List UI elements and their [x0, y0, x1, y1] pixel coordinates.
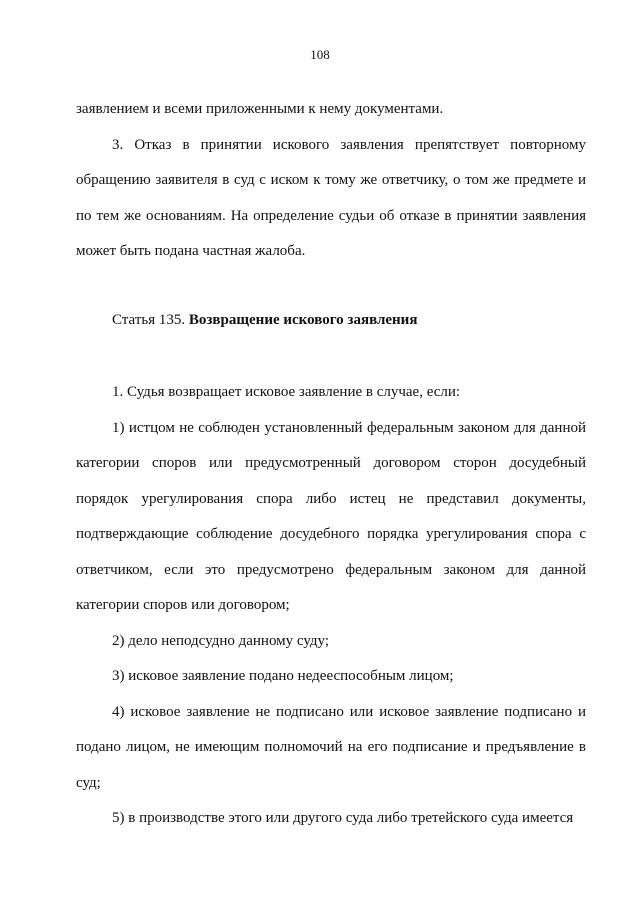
paragraph-continuation: заявлением и всеми приложенными к нему документами.	[76, 101, 444, 117]
paragraph-subitem-2: 2) дело неподсудно данному суду;	[112, 632, 330, 649]
article-number: Статья 135.	[112, 312, 186, 328]
paragraph-item-3: 3. Отказ в принятии искового заявления препятствует повторному обращению заявителя в суд с иском к тому же ответчику, о том же предмете и по тем же основаниям. На определение судьи об отказе в принятии заявления может быть подана частная жалоба.	[76, 136, 586, 259]
text-block-top	[76, 92, 586, 270]
page-number: 108	[310, 47, 330, 62]
paragraph-item-1: 1. Судья возвращает исковое заявление в случае, если:	[112, 384, 461, 400]
text-block-article	[76, 375, 586, 837]
paragraph-subitem-4: 4) исковое заявление не подписано или исковое заявление подписано и подано лицом, не имеющим полномочий на его подписание и предъявление в суд;	[76, 703, 586, 791]
paragraph-subitem-5: 5) в производстве этого или другого суда либо третейского суда имеется	[112, 810, 574, 826]
article-heading	[76, 303, 586, 339]
paragraph-subitem-1: 1) истцом не соблюден установленный федеральным законом для данной категории споров или предусмотренный договором сторон досудебный порядок урегулирования спора либо истец не представил документы, подтверждающие соблюдение досудебного порядка урегулирования спора с ответчиком, если это предусмотрено федеральным законом для данной категории споров или договором;	[76, 419, 586, 613]
article-title: Возвращение искового заявления	[188, 312, 418, 328]
paragraph-subitem-3: 3) исковое заявление подано недееспособным лицом;	[112, 668, 454, 684]
